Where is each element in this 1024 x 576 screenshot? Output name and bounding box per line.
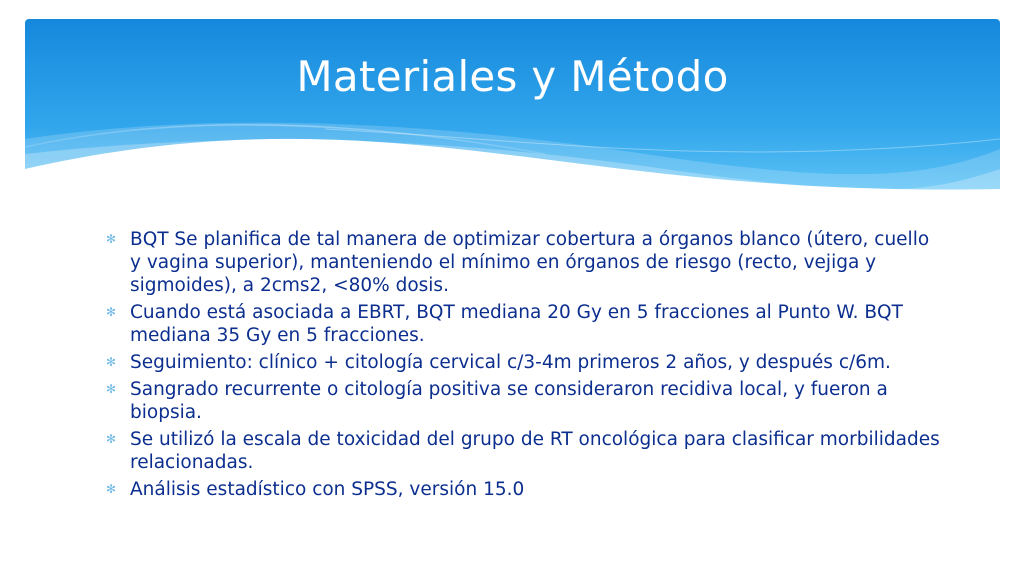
list-item bbox=[104, 228, 944, 297]
asterisk-bullet-icon: ✻ bbox=[106, 382, 117, 396]
list-item bbox=[104, 351, 944, 374]
asterisk-bullet-icon: ✻ bbox=[106, 432, 117, 446]
bullet-text: Análisis estadístico con SPSS, versión 15.0 bbox=[130, 479, 525, 500]
asterisk-bullet-icon: ✻ bbox=[106, 355, 117, 369]
bullet-text: Sangrado recurrente o citología positiva se consideraron recidiva local, y fueron a biopsia. bbox=[130, 379, 888, 423]
asterisk-bullet-icon: ✻ bbox=[106, 482, 117, 496]
bullet-text: BQT Se planifica de tal manera de optimizar cobertura a órganos blanco (útero, cuello y vagina superior), manteniendo el mínimo en órganos de riesgo (recto, vejiga y sigmoides), a 2cms2, <80% dosis. bbox=[130, 229, 930, 296]
bullet-list bbox=[104, 228, 944, 505]
asterisk-bullet-icon: ✻ bbox=[106, 232, 117, 246]
list-item bbox=[104, 478, 944, 501]
list-item bbox=[104, 378, 944, 424]
bullet-text: Seguimiento: clínico + citología cervical c/3-4m primeros 2 años, y después c/6m. bbox=[130, 352, 891, 373]
title-banner bbox=[25, 19, 1000, 199]
list-item bbox=[104, 301, 944, 347]
asterisk-bullet-icon: ✻ bbox=[106, 305, 117, 319]
bullet-text: Se utilizó la escala de toxicidad del grupo de RT oncológica para clasificar morbilidades relacionadas. bbox=[130, 429, 940, 473]
list-item bbox=[104, 428, 944, 474]
bullet-text: Cuando está asociada a EBRT, BQT mediana 20 Gy en 5 fracciones al Punto W. BQT mediana 35 Gy en 5 fracciones. bbox=[130, 302, 903, 346]
wave-background bbox=[25, 19, 1000, 199]
slide-title: Materiales y Método bbox=[296, 52, 729, 101]
